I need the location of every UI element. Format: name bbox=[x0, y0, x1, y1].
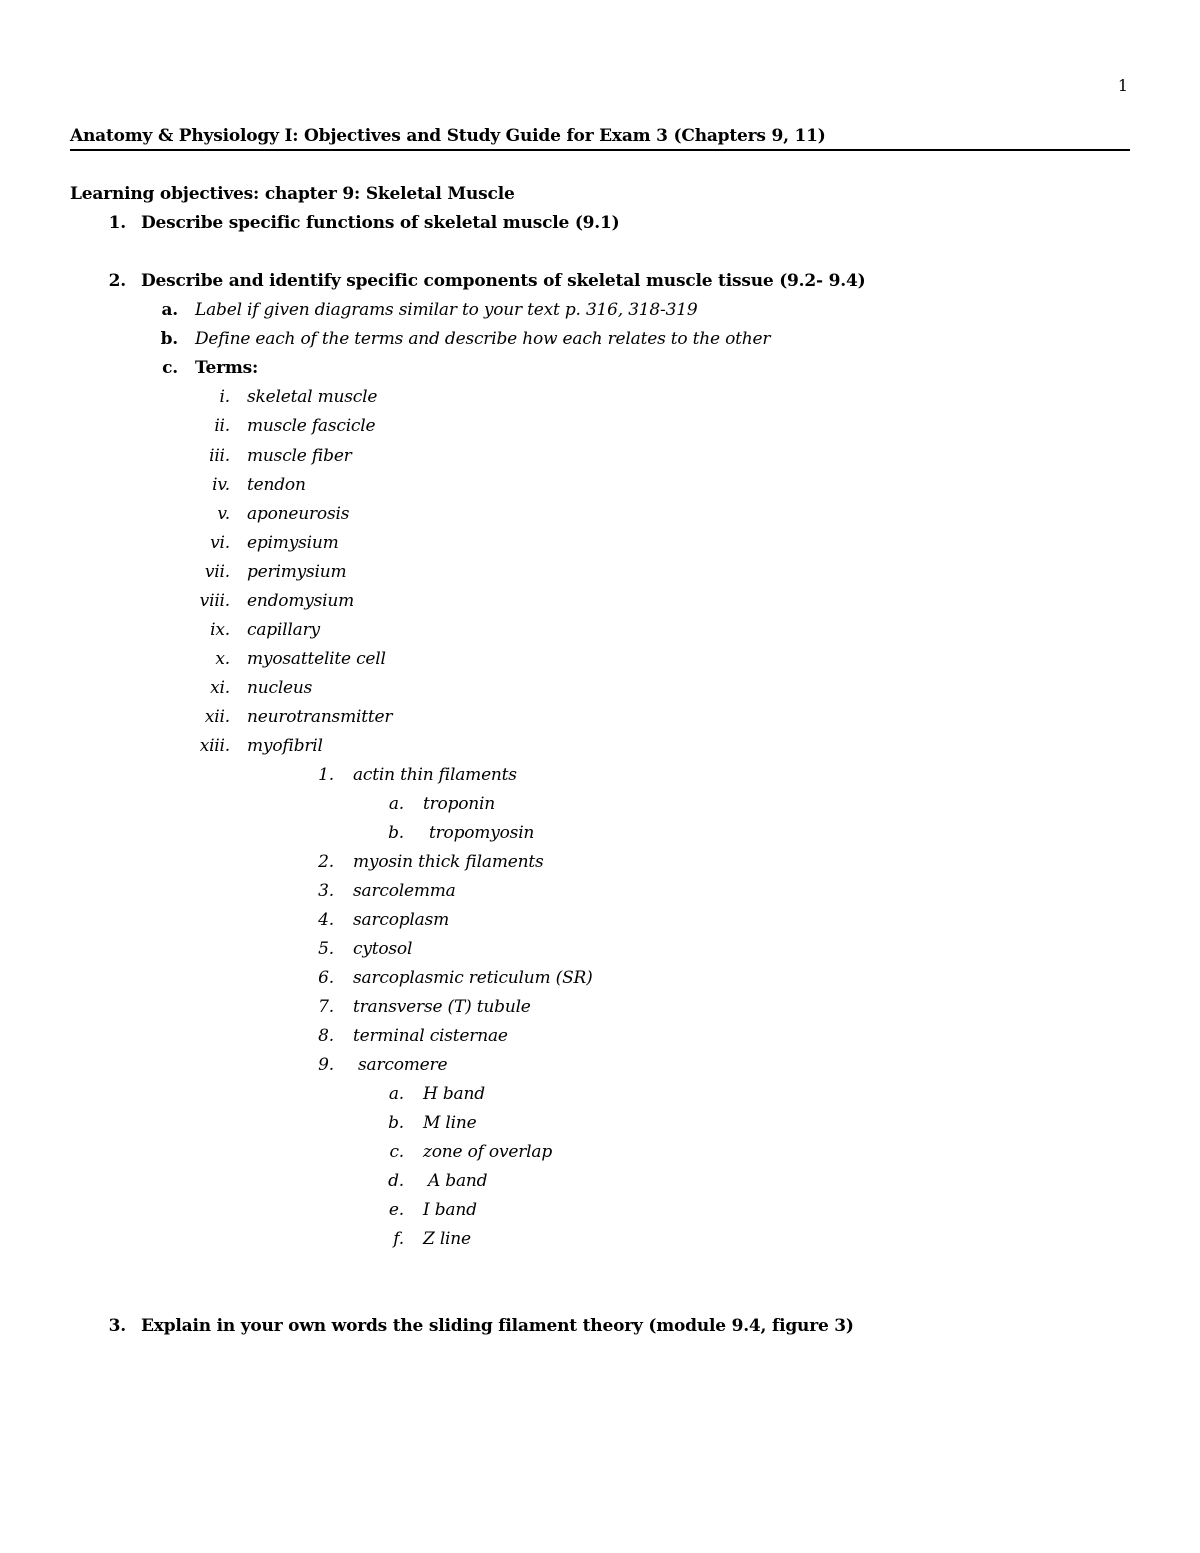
page-number: 1 bbox=[1117, 76, 1128, 95]
term-marker: xi. bbox=[210, 678, 230, 698]
objective-text: Describe specific functions of skeletal muscle (9.1) bbox=[141, 213, 620, 233]
sarcomere-text: M line bbox=[423, 1113, 477, 1133]
term-text: epimysium bbox=[247, 533, 339, 553]
term-marker: iii. bbox=[209, 446, 230, 466]
sarcomere-text: H band bbox=[423, 1084, 485, 1104]
actin-text: tropomyosin bbox=[429, 823, 535, 843]
term-marker: x. bbox=[215, 649, 230, 669]
sarcomere-text: Z line bbox=[423, 1229, 471, 1249]
sarcomere-text: I band bbox=[423, 1200, 477, 1220]
myofibril-text: transverse (T) tubule bbox=[353, 997, 531, 1017]
term-text: capillary bbox=[247, 620, 320, 640]
myofibril-marker: 8. bbox=[318, 1026, 334, 1046]
sarcomere-marker: e. bbox=[388, 1200, 404, 1220]
term-text: endomysium bbox=[247, 591, 355, 611]
subitem-text: Terms: bbox=[195, 358, 259, 378]
term-text: perimysium bbox=[247, 562, 347, 582]
sarcomere-text: zone of overlap bbox=[423, 1142, 553, 1162]
subitem-marker: a. bbox=[161, 300, 178, 320]
term-text: myofibril bbox=[247, 736, 323, 756]
sarcomere-marker: b. bbox=[388, 1113, 404, 1133]
term-marker: iv. bbox=[212, 475, 230, 495]
term-text: muscle fiber bbox=[247, 446, 352, 466]
term-text: muscle fascicle bbox=[247, 416, 376, 436]
myofibril-text: actin thin filaments bbox=[353, 765, 517, 785]
term-marker: xii. bbox=[204, 707, 230, 727]
myofibril-marker: 5. bbox=[318, 939, 334, 959]
term-text: myosattelite cell bbox=[247, 649, 386, 669]
myofibril-marker: 1. bbox=[318, 765, 334, 785]
myofibril-text: myosin thick filaments bbox=[353, 852, 544, 872]
term-text: neurotransmitter bbox=[247, 707, 393, 727]
myofibril-text: terminal cisternae bbox=[353, 1026, 508, 1046]
term-marker: viii. bbox=[199, 591, 230, 611]
term-text: skeletal muscle bbox=[247, 387, 378, 407]
term-text: tendon bbox=[247, 475, 306, 495]
myofibril-marker: 3. bbox=[318, 881, 334, 901]
document-title: Anatomy & Physiology I: Objectives and Study Guide for Exam 3 (Chapters 9, 11) bbox=[70, 126, 1130, 151]
term-text: nucleus bbox=[247, 678, 313, 698]
myofibril-text: sarcomere bbox=[358, 1055, 448, 1075]
subitem-text: Define each of the terms and describe how each relates to the other bbox=[195, 329, 771, 349]
objective-marker: 1. bbox=[108, 213, 126, 233]
objective-marker: 3. bbox=[108, 1316, 126, 1336]
sarcomere-marker: c. bbox=[389, 1142, 404, 1162]
sarcomere-marker: a. bbox=[388, 1084, 404, 1104]
term-marker: xiii. bbox=[199, 736, 230, 756]
subitem-marker: b. bbox=[160, 329, 178, 349]
objective-text: Explain in your own words the sliding filament theory (module 9.4, figure 3) bbox=[141, 1316, 854, 1336]
myofibril-text: cytosol bbox=[353, 939, 413, 959]
myofibril-text: sarcolemma bbox=[353, 881, 456, 901]
myofibril-marker: 6. bbox=[318, 968, 334, 988]
objective-text: Describe and identify specific components of skeletal muscle tissue (9.2- 9.4) bbox=[141, 271, 866, 291]
term-marker: ii. bbox=[214, 416, 230, 436]
subitem-marker: c. bbox=[162, 358, 178, 378]
actin-text: troponin bbox=[423, 794, 496, 814]
sarcomere-marker: f. bbox=[393, 1229, 404, 1249]
term-text: aponeurosis bbox=[247, 504, 350, 524]
actin-marker: b. bbox=[388, 823, 404, 843]
subitem-text: Label if given diagrams similar to your text p. 316, 318-319 bbox=[195, 300, 698, 320]
term-marker: vi. bbox=[210, 533, 230, 553]
term-marker: ix. bbox=[210, 620, 230, 640]
myofibril-text: sarcoplasm bbox=[353, 910, 450, 930]
section-heading: Learning objectives: chapter 9: Skeletal Muscle bbox=[70, 184, 515, 204]
myofibril-text: sarcoplasmic reticulum (SR) bbox=[353, 968, 593, 988]
myofibril-marker: 4. bbox=[318, 910, 334, 930]
myofibril-marker: 7. bbox=[318, 997, 334, 1017]
sarcomere-marker: d. bbox=[388, 1171, 404, 1191]
term-marker: v. bbox=[217, 504, 230, 524]
actin-marker: a. bbox=[388, 794, 404, 814]
sarcomere-text: A band bbox=[428, 1171, 488, 1191]
term-marker: vii. bbox=[204, 562, 230, 582]
myofibril-marker: 2. bbox=[318, 852, 334, 872]
term-marker: i. bbox=[219, 387, 230, 407]
myofibril-marker: 9. bbox=[318, 1055, 334, 1075]
objective-marker: 2. bbox=[108, 271, 126, 291]
